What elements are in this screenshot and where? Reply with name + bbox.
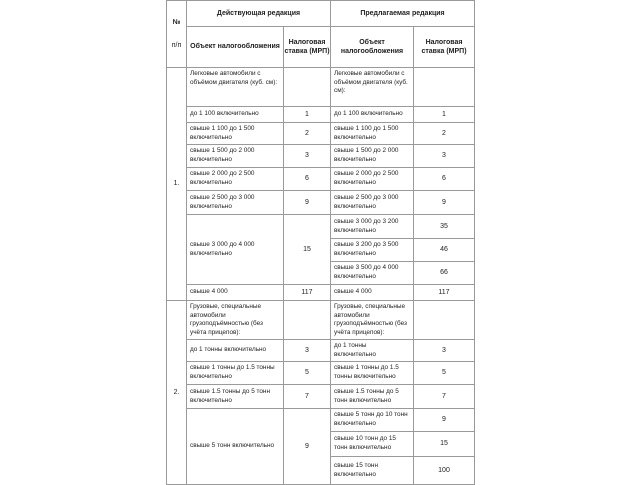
proposed-row-1-8-object: свыше 3 500 до 4 000 включительно (330, 261, 414, 285)
current-row-2-2-object: свыше 1 тонны до 1.5 тонны включительно (186, 361, 284, 385)
current-row-2-1-rate: 3 (283, 339, 331, 362)
proposed-row-1-7-object: свыше 3 200 до 3 500 включительно (330, 238, 414, 262)
proposed-row-2-2-rate: 5 (413, 361, 475, 385)
proposed-title-1-rate (413, 67, 475, 107)
proposed-row-1-9-object: свыше 4 000 (330, 284, 414, 301)
proposed-row-1-5-rate: 9 (413, 190, 475, 215)
proposed-row-1-2-object: свыше 1 100 до 1 500 включительно (330, 122, 414, 145)
header-number-cell (166, 0, 187, 68)
proposed-row-1-1-object: до 1 100 включительно (330, 106, 414, 123)
header-proposed-rate: Налоговая ставка (МРП) (413, 26, 475, 68)
current-title-2-rate (283, 300, 331, 340)
section-2-number: 2. (166, 300, 187, 485)
current-row-2-4-rate: 9 (283, 408, 331, 485)
current-row-1-5-rate: 9 (283, 190, 331, 215)
proposed-row-2-5-rate: 15 (413, 431, 475, 457)
current-row-1-7-rate: 117 (283, 284, 331, 301)
proposed-row-1-8-rate: 66 (413, 261, 475, 285)
proposed-row-2-6-rate: 100 (413, 456, 475, 485)
header-proposed-object: Объект налогообложения (330, 26, 414, 68)
proposed-title-2: Грузовые, специальные автомобили грузоподъёмностью (без учёта прицепов): (330, 300, 414, 340)
proposed-row-1-6-object: свыше 3 000 до 3 200 включительно (330, 214, 414, 239)
current-row-1-2-object: свыше 1 100 до 1 500 включительно (186, 122, 284, 145)
proposed-row-2-2-object: свыше 1 тонны до 1.5 тонны включительно (330, 361, 414, 385)
current-row-1-3-object: свыше 1 500 до 2 000 включительно (186, 144, 284, 168)
header-proposed-edition: Предлагаемая редакция (330, 0, 475, 27)
current-row-1-3-rate: 3 (283, 144, 331, 168)
proposed-row-2-5-object: свыше 10 тонн до 15 тонн включительно (330, 431, 414, 457)
current-row-2-2-rate: 5 (283, 361, 331, 385)
current-row-1-5-object: свыше 2 500 до 3 000 включительно (186, 190, 284, 215)
current-title-2: Грузовые, специальные автомобили грузоподъёмностью (без учёта прицепов): (186, 300, 284, 340)
current-row-1-1-rate: 1 (283, 106, 331, 123)
header-current-edition: Действующая редакция (186, 0, 331, 27)
proposed-row-1-3-rate: 3 (413, 144, 475, 168)
proposed-row-1-2-rate: 2 (413, 122, 475, 145)
proposed-row-1-6-rate: 35 (413, 214, 475, 239)
proposed-row-1-3-object: свыше 1 500 до 2 000 включительно (330, 144, 414, 168)
header-pp: п/п (171, 42, 182, 49)
current-row-2-4-object: свыше 5 тонн включительно (186, 408, 284, 485)
proposed-row-1-4-object: свыше 2 000 до 2 500 включительно (330, 167, 414, 191)
proposed-row-2-3-rate: 7 (413, 384, 475, 409)
proposed-row-2-4-object: свыше 5 тонн до 10 тонн включительно (330, 408, 414, 432)
proposed-row-1-5-object: свыше 2 500 до 3 000 включительно (330, 190, 414, 215)
proposed-row-2-1-object: до 1 тонны включительно (330, 339, 414, 362)
current-row-1-6-rate: 15 (283, 214, 331, 285)
current-title-1: Легковые автомобили с объёмом двигателя (куб. см): (186, 67, 284, 107)
proposed-title-2-rate (413, 300, 475, 340)
proposed-row-2-1-rate: 3 (413, 339, 475, 362)
proposed-row-2-6-object: свыше 15 тонн включительно (330, 456, 414, 485)
header-current-rate: Налоговая ставка (МРП) (283, 26, 331, 68)
proposed-row-2-3-object: свыше 1.5 тонны до 5 тонн включительно (330, 384, 414, 409)
proposed-title-1: Легковые автомобили с объёмом двигателя (куб. см): (330, 67, 414, 107)
current-row-1-1-object: до 1 100 включительно (186, 106, 284, 123)
proposed-row-2-4-rate: 9 (413, 408, 475, 432)
current-row-2-1-object: до 1 тонны включительно (186, 339, 284, 362)
current-row-1-6-object: свыше 3 000 до 4 000 включительно (186, 214, 284, 285)
current-row-1-7-object: свыше 4 000 (186, 284, 284, 301)
current-row-2-3-rate: 7 (283, 384, 331, 409)
current-row-2-3-object: свыше 1.5 тонны до 5 тонн включительно (186, 384, 284, 409)
proposed-row-1-4-rate: 6 (413, 167, 475, 191)
current-row-1-4-rate: 6 (283, 167, 331, 191)
current-title-1-rate (283, 67, 331, 107)
current-row-1-4-object: свыше 2 000 до 2 500 включительно (186, 167, 284, 191)
section-1-number: 1. (166, 67, 187, 301)
proposed-row-1-1-rate: 1 (413, 106, 475, 123)
current-row-1-2-rate: 2 (283, 122, 331, 145)
proposed-row-1-7-rate: 46 (413, 238, 475, 262)
header-no: № (172, 18, 181, 26)
proposed-row-1-9-rate: 117 (413, 284, 475, 301)
header-current-object: Объект налогообложения (186, 26, 284, 68)
